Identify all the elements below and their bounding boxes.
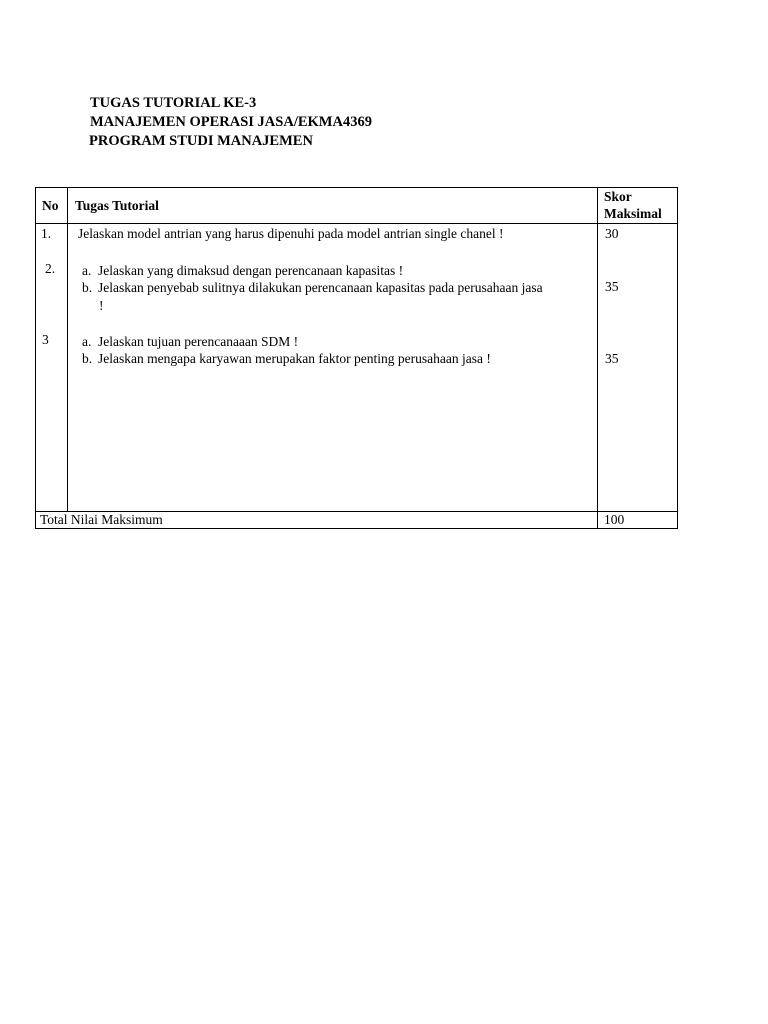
header-no: No <box>42 198 59 213</box>
header-score-line1: Skor <box>604 189 632 204</box>
heading-title: TUGAS TUTORIAL KE-3 <box>90 95 257 111</box>
row2-item-a-marker: a. <box>82 263 92 278</box>
row3-no: 3 <box>42 332 49 347</box>
row3-item-a-marker: a. <box>82 334 92 349</box>
total-score: 100 <box>604 512 625 527</box>
row3-item-b-marker: b. <box>82 351 93 366</box>
row3-item-a <box>82 333 298 350</box>
row2-item-b-marker: b. <box>82 280 93 295</box>
row2-no: 2. <box>45 261 56 276</box>
heading-course: MANAJEMEN OPERASI JASA/EKMA4369 <box>90 114 372 130</box>
row1-no: 1. <box>41 226 52 241</box>
table-border-top <box>35 187 678 188</box>
column-divider-score <box>597 187 598 529</box>
row2-item-a <box>82 262 403 279</box>
table-border-bottom <box>35 528 678 529</box>
header-divider <box>35 223 678 224</box>
row3-item-b <box>82 350 491 367</box>
header-task: Tugas Tutorial <box>75 198 159 213</box>
row3-item-a-text: Jelaskan tujuan perencanaaan SDM ! <box>98 334 299 349</box>
table-border-right <box>677 187 678 529</box>
total-label: Total Nilai Maksimum <box>40 512 163 527</box>
row2-score: 35 <box>605 279 619 294</box>
row3-score: 35 <box>605 351 619 366</box>
table-border-left <box>35 187 36 529</box>
row2-item-b <box>82 279 543 296</box>
row2-item-a-text: Jelaskan yang dimaksud dengan perencanaan kapasitas ! <box>98 263 404 278</box>
row1-score: 30 <box>605 226 619 241</box>
column-divider-no <box>67 187 68 512</box>
row2-item-b-text: Jelaskan penyebab sulitnya dilakukan perencanaan kapasitas pada perusahaan jasa <box>98 280 543 295</box>
row2-item-b-continuation: ! <box>99 298 104 313</box>
document-heading <box>90 94 372 151</box>
row1-text: Jelaskan model antrian yang harus dipenuhi pada model antrian single chanel ! <box>78 226 504 241</box>
heading-program: PROGRAM STUDI MANAJEMEN <box>89 133 313 149</box>
row3-item-b-text: Jelaskan mengapa karyawan merupakan faktor penting perusahaan jasa ! <box>98 351 491 366</box>
tutorial-table <box>35 187 678 529</box>
header-score-line2: Maksimal <box>604 206 662 221</box>
